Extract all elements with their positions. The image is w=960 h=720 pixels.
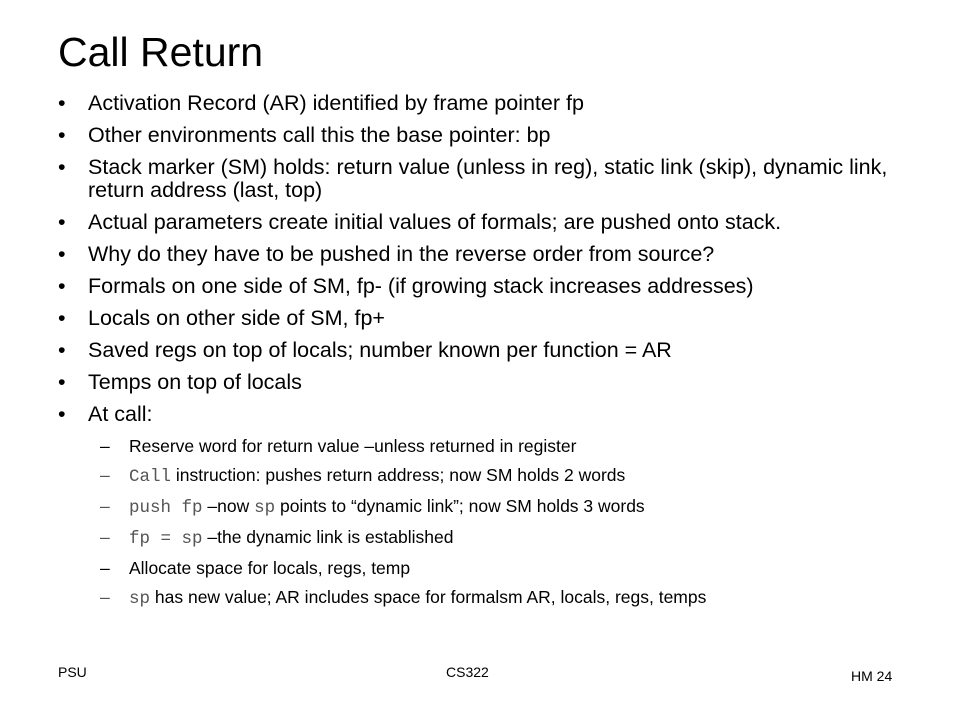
sub-item-text: points to “dynamic link”; now SM holds 3 words: [275, 496, 645, 516]
bullet-text: Activation Record (AR) identified by frame pointer fp: [88, 91, 584, 115]
bullet-icon: •: [58, 155, 66, 179]
dash-icon: –: [100, 496, 110, 516]
bullet-item: [54, 124, 934, 147]
dash-icon: –: [100, 527, 110, 547]
sub-item: [54, 496, 934, 518]
bullet-icon: •: [58, 210, 66, 234]
dash-icon: –: [100, 558, 110, 578]
bullet-icon: •: [58, 123, 66, 147]
dash-icon: –: [100, 436, 110, 456]
sub-item-text: Reserve word for return value –unless returned in register: [129, 436, 577, 456]
bullet-text: Locals on other side of SM, fp+: [88, 306, 385, 330]
sub-item-text: Allocate space for locals, regs, temp: [129, 558, 411, 578]
bullet-text: Actual parameters create initial values of formals; are pushed onto stack.: [88, 210, 782, 234]
sub-item-text: –the dynamic link is established: [202, 527, 454, 547]
bullet-text: Saved regs on top of locals; number known per function = AR: [88, 338, 672, 362]
bullet-text: Stack marker (SM) holds: return value (unless in reg), static link (skip), dynamic link, return address (last, top): [88, 155, 888, 202]
bullet-text: Formals on one side of SM, fp- (if growing stack increases addresses): [88, 274, 754, 298]
sub-item: [54, 465, 934, 487]
code-text: push fp: [129, 498, 203, 518]
bullet-item: [54, 371, 934, 394]
bullet-icon: •: [58, 370, 66, 394]
footer-left: PSU: [58, 664, 87, 680]
dash-icon: –: [100, 465, 110, 485]
bullet-item: [54, 243, 934, 266]
footer-center: CS322: [446, 664, 489, 680]
code-text: Call: [129, 467, 172, 487]
bullet-text: Why do they have to be pushed in the reverse order from source?: [88, 242, 715, 266]
sub-item-text: –now: [202, 496, 255, 516]
bullet-item: [54, 275, 934, 298]
bullet-icon: •: [58, 91, 66, 115]
sub-item: [54, 558, 934, 578]
bullet-item: [54, 156, 934, 202]
bullet-icon: •: [58, 402, 66, 426]
slide-title: Call Return: [58, 29, 264, 75]
sub-item: [54, 436, 934, 456]
code-text: fp = sp: [129, 529, 203, 549]
dash-icon: –: [100, 587, 110, 607]
code-text: sp: [254, 498, 276, 518]
bullet-text: Temps on top of locals: [88, 370, 302, 394]
bullet-icon: •: [58, 242, 66, 266]
bullet-item: [54, 339, 934, 362]
sub-item: [54, 587, 934, 609]
code-text: sp: [129, 589, 151, 609]
sub-item: [54, 527, 934, 549]
footer-right: HM 24: [851, 668, 893, 684]
sub-item-text: instruction: pushes return address; now SM holds 2 words: [171, 465, 626, 485]
bullet-item: [54, 92, 934, 115]
bullet-item: [54, 403, 934, 426]
bullet-icon: •: [58, 274, 66, 298]
bullet-text: Other environments call this the base pointer: bp: [88, 123, 551, 147]
bullet-icon: •: [58, 306, 66, 330]
bullet-icon: •: [58, 338, 66, 362]
bullet-item: [54, 211, 934, 234]
bullet-item: [54, 307, 934, 330]
bullet-list: [54, 92, 934, 618]
sub-item-text: has new value; AR includes space for formalsm AR, locals, regs, temps: [150, 587, 707, 607]
bullet-text: At call:: [88, 402, 153, 426]
